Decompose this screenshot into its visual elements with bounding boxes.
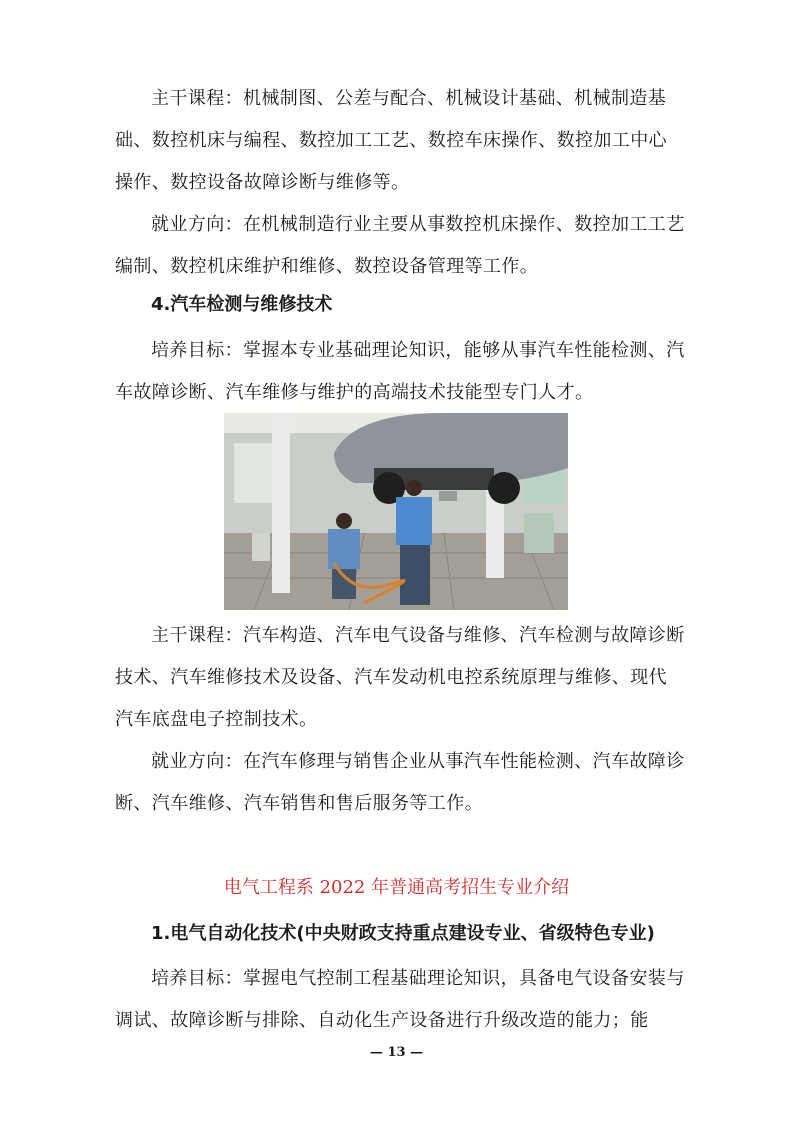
courses-paragraph-auto-repair: 主干课程：汽车构造、汽车电气设备与维修、汽车检测与故障诊断技术、汽车维修技术及设备、汽车发动机电控系统原理与维修、现代汽车底盘电子控制技术。 (115, 625, 685, 730)
page-number: — 13 — (369, 1045, 424, 1060)
workshop-illustration (224, 413, 568, 610)
goal-paragraph-auto-repair: 培养目标：掌握本专业基础理论知识，能够从事汽车性能检测、汽车故障诊断、汽车维修与维护的高端技术技能型专门人才。 (115, 340, 685, 403)
major-heading-auto-repair: 4.汽车检测与维修技术 (151, 294, 333, 315)
employment-paragraph-cnc: 就业方向：在机械制造行业主要从事数控机床操作、数控加工工艺编制、数控机床维护和维修、数控设备管理等工作。 (115, 214, 685, 277)
department-section-title: 电气工程系 2022 年普通高考招生专业介绍 (223, 877, 570, 898)
goal-paragraph-electrical-automation: 培养目标：掌握电气控制工程基础理论知识，具备电气设备安装与调试、故障诊断与排除、自动化生产设备进行升级改造的能力；能 (115, 968, 685, 1031)
courses-paragraph-cnc: 主干课程：机械制图、公差与配合、机械设计基础、机械制造基础、数控机床与编程、数控加工工艺、数控车床操作、数控加工中心操作、数控设备故障诊断与维修等。 (115, 88, 667, 193)
major-heading-electrical-automation: 1.电气自动化技术(中央财政支持重点建设专业、省级特色专业) (151, 923, 655, 944)
employment-paragraph-auto-repair: 就业方向：在汽车修理与销售企业从事汽车性能检测、汽车故障诊断、汽车维修、汽车销售和售后服务等工作。 (115, 751, 685, 814)
auto-repair-photo (224, 413, 568, 610)
